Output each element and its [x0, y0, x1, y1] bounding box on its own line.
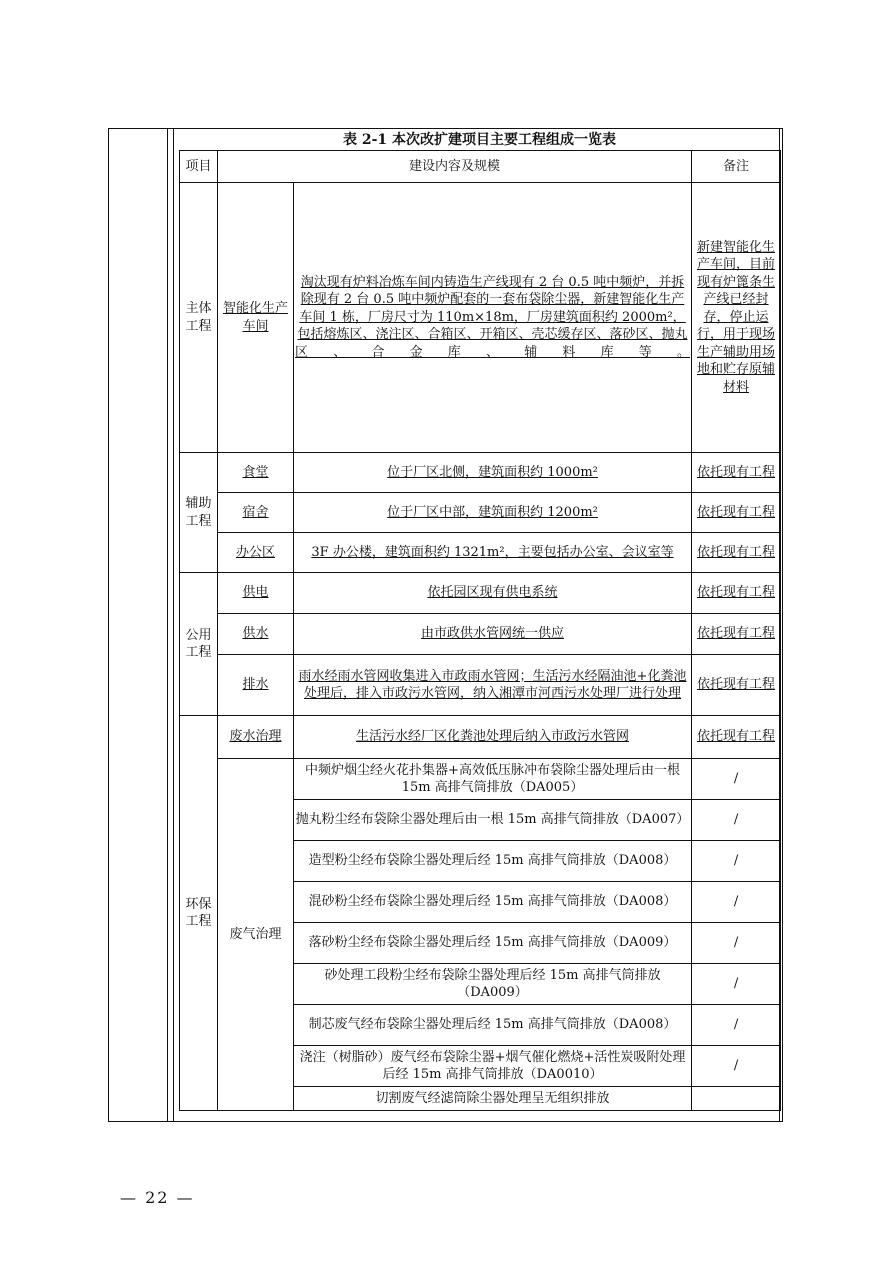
item-content: 3F 办公楼，建筑面积约 1321m²，主要包括办公室、会议室等 [294, 533, 692, 573]
item-name: 供电 [218, 573, 294, 614]
item-content: 落砂粉尘经布袋除尘器处理后经 15m 高排气筒排放（DA009） [294, 923, 692, 964]
item-remark: 依托现有工程 [692, 614, 781, 655]
item-remark: 依托现有工程 [692, 533, 781, 573]
item-content: 抛丸粉尘经布袋除尘器处理后由一根 15m 高排气筒排放（DA007） [294, 800, 692, 841]
item-remark: 依托现有工程 [692, 716, 781, 759]
table-title: 表 2-1 本次改扩建项目主要工程组成一览表 [342, 132, 617, 148]
item-content: 生活污水经厂区化粪池处理后纳入市政污水管网 [294, 716, 692, 759]
item-content: 混砂粉尘经布袋除尘器处理后经 15m 高排气筒排放（DA008） [294, 882, 692, 923]
page-number: — 22 — [120, 1188, 195, 1207]
item-content: 砂处理工段粉尘经布袋除尘器处理后经 15m 高排气筒排放（DA009） [294, 964, 692, 1005]
item-name: 宿舍 [218, 493, 294, 533]
item-content: 制芯废气经布袋除尘器处理后经 15m 高排气筒排放（DA008） [294, 1005, 692, 1046]
category-auxiliary: 辅助工程 [180, 453, 218, 573]
item-name: 食堂 [218, 453, 294, 493]
item-name-gas: 废气治理 [218, 759, 294, 1111]
item-remark: 依托现有工程 [692, 655, 781, 716]
item-remark: / [692, 800, 781, 841]
item-remark: / [692, 1046, 781, 1087]
item-remark-main: 新建智能化生产车间，目前现有炉篦条生产线已经封存，停止运行，用于现场生产辅助用场地和贮存原辅材料 [692, 183, 781, 453]
table-right-frame [176, 128, 780, 1122]
category-main: 主体工程 [180, 183, 218, 453]
item-content: 切割废气经滤筒除尘器处理呈无组织排放 [294, 1087, 692, 1111]
item-name: 办公区 [218, 533, 294, 573]
item-content: 依托园区现有供电系统 [294, 573, 692, 614]
item-remark: / [692, 1005, 781, 1046]
item-name: 废水治理 [218, 716, 294, 759]
item-content: 位于厂区北侧，建筑面积约 1000m² [294, 453, 692, 493]
item-content: 中频炉烟尘经火花扑集器+高效低压脉冲布袋除尘器处理后由一根 15m 高排气筒排放（DA005） [294, 759, 692, 800]
item-remark: 依托现有工程 [692, 453, 781, 493]
category-utility: 公用工程 [180, 573, 218, 716]
item-remark: 依托现有工程 [692, 493, 781, 533]
item-name: 排水 [218, 655, 294, 716]
item-name: 供水 [218, 614, 294, 655]
header-item: 项目 [180, 151, 218, 183]
header-remark: 备注 [692, 151, 781, 183]
item-remark: / [692, 964, 781, 1005]
item-remark: / [692, 882, 781, 923]
item-content: 造型粉尘经布袋除尘器处理后经 15m 高排气筒排放（DA008） [294, 841, 692, 882]
frame-divider-right [173, 129, 174, 1121]
item-content: 位于厂区中部，建筑面积约 1200m² [294, 493, 692, 533]
item-content-main: 淘汰现有炉料冶炼车间内铸造生产线现有 2 台 0.5 吨中频炉，并拆除现有 2 台 0.5 吨中频炉配套的一套布袋除尘器，新建智能化生产车间 1 栋，厂房尺寸为 110m×18m，厂房建筑面积约 2000m²，包括熔炼区、浇注区、合箱区、开箱区、壳芯缓存区、落砂区、抛丸区、合金库、辅料库等。 [294, 183, 692, 453]
item-remark: / [692, 841, 781, 882]
item-remark: / [692, 923, 781, 964]
category-environmental: 环保工程 [180, 716, 218, 1111]
item-content: 雨水经雨水管网收集进入市政雨水管网；生活污水经隔油池+化粪池处理后，排入市政污水管网，纳入湘潭市河西污水处理厂进行处理 [294, 655, 692, 716]
item-remark: 依托现有工程 [692, 573, 781, 614]
item-content: 浇注（树脂砂）废气经布袋除尘器+烟气催化燃烧+活性炭吸附处理后经 15m 高排气筒排放（DA0010） [294, 1046, 692, 1087]
header-content: 建设内容及规模 [218, 151, 692, 183]
item-remark: / [692, 759, 781, 800]
item-name-main: 智能化生产车间 [218, 183, 294, 453]
frame-divider-left [167, 129, 168, 1121]
item-content: 由市政供水管网统一供应 [294, 614, 692, 655]
